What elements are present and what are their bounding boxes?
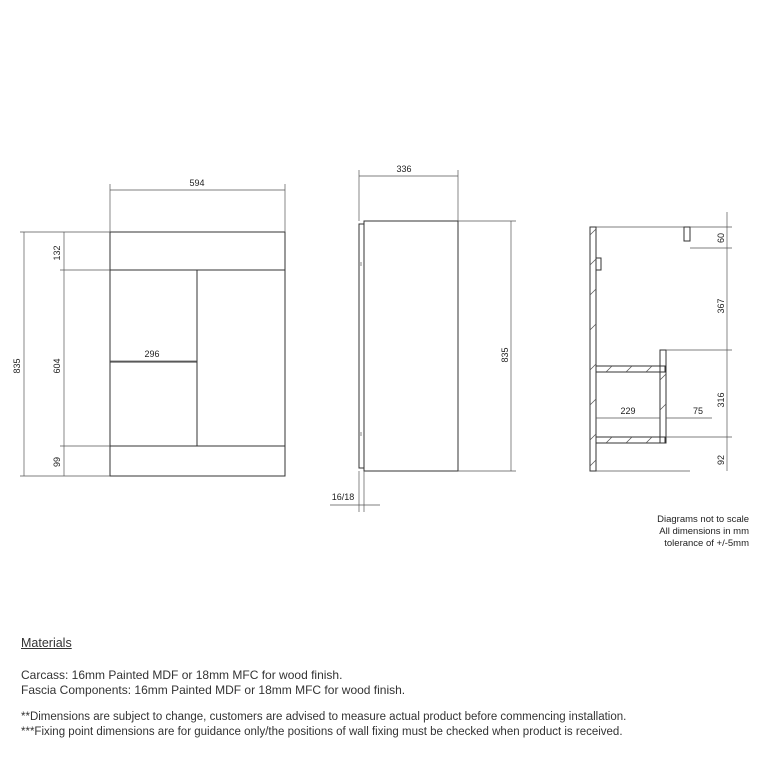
note-line: Diagrams not to scale	[657, 514, 749, 525]
materials-section	[21, 636, 761, 740]
dim-fix-bottom: 92	[716, 454, 726, 466]
fascia-label: Fascia Components:	[21, 683, 132, 697]
scale-note	[657, 514, 749, 550]
dim-fix-top: 60	[716, 232, 726, 244]
fascia-line	[21, 683, 761, 698]
dim-door-thickness: 16/18	[331, 492, 355, 502]
fascia-text: 16mm Painted MDF or 18mm MFC for wood finish.	[131, 683, 406, 697]
side-view	[330, 164, 516, 512]
dim-fix-lower: 316	[716, 392, 726, 408]
front-view	[12, 178, 285, 476]
disclaimer-fixing: ***Fixing point dimensions are for guidance only/the positions of wall fixing must be checked when product is received.	[21, 726, 623, 738]
materials-title: Materials	[21, 636, 72, 650]
dim-fix-mid: 367	[716, 298, 726, 314]
dim-shelf-offset: 75	[692, 406, 704, 416]
dim-plinth: 99	[52, 456, 62, 468]
dim-front-height: 835	[12, 358, 22, 374]
carcass-label: Carcass:	[21, 668, 69, 682]
carcass-text: 16mm Painted MDF or 18mm MFC for wood finish.	[68, 668, 343, 682]
dim-front-width: 594	[189, 178, 205, 188]
note-line: tolerance of +/-5mm	[664, 538, 749, 549]
dim-top-rail: 132	[52, 245, 62, 261]
carcass-line	[21, 668, 761, 683]
dim-door-height: 604	[52, 358, 62, 374]
section-view	[590, 212, 732, 471]
dim-side-depth: 336	[396, 164, 412, 174]
disclaimer-dimensions: **Dimensions are subject to change, customers are advised to measure actual product before commencing installation.	[21, 711, 627, 723]
note-line: All dimensions in mm	[659, 526, 749, 537]
dim-side-height: 835	[500, 347, 510, 363]
dim-shelf-depth: 229	[620, 406, 636, 416]
dim-drawer-width: 296	[144, 349, 160, 359]
